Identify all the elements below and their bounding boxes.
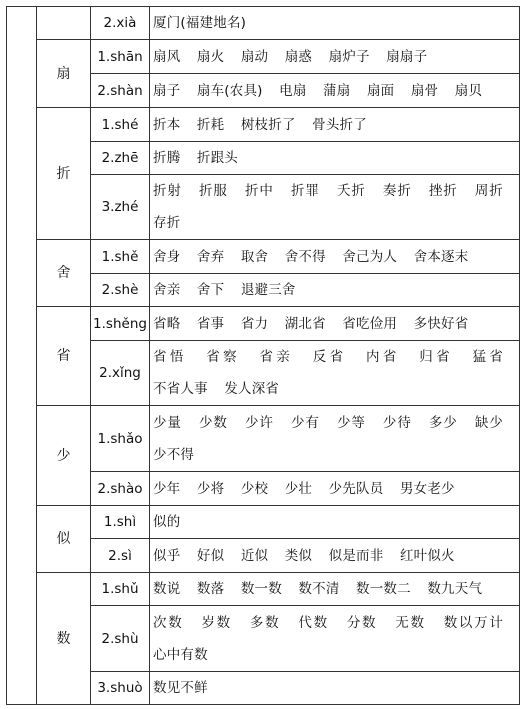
example-word: 类似 [284, 547, 313, 564]
example-word: 数不清 [298, 581, 340, 597]
example-word: 折射 [153, 183, 182, 199]
example-word: 好似 [196, 547, 225, 564]
example-word: 多快好省 [413, 315, 469, 332]
reading-row [7, 307, 520, 341]
character-cell [37, 7, 91, 40]
example-word: 近似 [240, 547, 269, 564]
example-word: 数见不鲜 [153, 680, 208, 696]
example-word: 厦门(福建地名) [153, 15, 247, 31]
example-word: 折腾 [153, 150, 181, 166]
example-word: 内省 [366, 349, 400, 365]
example-word: 退避三舍 [240, 282, 296, 298]
example-word: 骨头折了 [312, 116, 367, 133]
example-word: 折中 [244, 183, 274, 199]
example-words-cell [150, 7, 520, 40]
example-word: 省察 [206, 349, 240, 365]
example-words-cell [150, 406, 520, 472]
example-word: 少量 [153, 414, 182, 431]
example-word: 心中有数 [153, 646, 208, 663]
example-word: 挫折 [428, 183, 458, 199]
example-word: 扇车(农具) [196, 82, 263, 99]
left-margin-column [7, 7, 37, 705]
example-word: 扇风 [153, 48, 181, 65]
example-word: 少有 [290, 414, 320, 431]
example-words-cell [150, 74, 520, 108]
example-words-cell [150, 573, 520, 606]
example-words-cell [150, 274, 520, 307]
example-word: 无数 [395, 614, 426, 631]
example-word: 电扇 [279, 82, 307, 99]
example-words-cell [150, 672, 520, 705]
example-word: 数九天气 [427, 581, 483, 597]
example-word: 分数 [346, 614, 378, 631]
character-cell: 少 [37, 406, 91, 506]
example-word: 省亲 [259, 349, 294, 365]
character-cell: 舍 [37, 240, 91, 307]
example-word: 省悟 [153, 349, 187, 365]
example-word: 缺少 [474, 414, 503, 431]
example-word: 树枝折了 [240, 116, 296, 133]
polyphonic-character-table [6, 6, 520, 705]
character-cell: 数 [37, 573, 91, 705]
pronunciation-cell: 1.shě [91, 240, 150, 274]
example-word: 代数 [298, 614, 329, 631]
example-word: 周折 [474, 183, 503, 199]
example-word: 舍下 [196, 282, 225, 298]
example-words-cell [150, 40, 520, 74]
pronunciation-cell: 1.shǔ [91, 573, 150, 606]
example-word: 男女老少 [399, 480, 455, 497]
character-cell: 折 [37, 108, 91, 240]
character-cell: 扇 [37, 40, 91, 108]
example-word: 扇炉子 [328, 48, 370, 65]
reading-row [7, 7, 520, 40]
example-word: 舍弃 [196, 248, 225, 265]
pronunciation-cell: 1.shěng [91, 307, 150, 341]
example-word: 少将 [196, 480, 225, 497]
example-words-cell [150, 108, 520, 142]
example-word: 扇子 [153, 82, 181, 99]
example-word: 省事 [196, 315, 225, 332]
example-word: 舍己为人 [342, 248, 398, 265]
example-words-cell [150, 539, 520, 573]
example-word: 舍本逐末 [413, 248, 469, 265]
reading-row [7, 506, 520, 539]
example-word: 猛省 [472, 349, 504, 365]
example-word: 扇骨 [410, 82, 439, 99]
example-word: 发人深省 [224, 381, 280, 397]
pronunciation-cell: 2.shào [91, 472, 150, 506]
pronunciation-cell: 2.shù [91, 606, 150, 672]
pronunciation-cell: 2.sì [91, 539, 150, 573]
example-words-cell [150, 506, 520, 539]
pronunciation-cell: 2.xià [91, 7, 150, 40]
example-word: 红叶似火 [399, 547, 455, 564]
example-word: 少校 [240, 480, 269, 497]
example-word: 折本 [153, 116, 181, 133]
example-word: 省略 [153, 315, 181, 332]
example-word: 折服 [198, 183, 228, 199]
example-word: 似的 [153, 514, 181, 530]
example-word: 不省人事 [153, 381, 208, 397]
example-word: 取舍 [240, 248, 269, 265]
example-words-cell [150, 307, 520, 341]
example-words-cell [150, 472, 520, 506]
example-word: 少待 [382, 414, 412, 431]
example-words-cell [150, 606, 520, 672]
example-word: 存折 [153, 215, 181, 231]
pronunciation-cell: 1.shì [91, 506, 150, 539]
example-word: 多少 [428, 414, 458, 431]
reading-row [7, 40, 520, 74]
example-words-cell [150, 142, 520, 175]
example-word: 少许 [244, 414, 274, 431]
example-word: 省吃俭用 [342, 315, 398, 332]
example-word: 反省 [312, 349, 347, 365]
example-word: 夭折 [336, 183, 366, 199]
example-word: 似乎 [153, 547, 181, 564]
pronunciation-cell: 1.shé [91, 108, 150, 142]
pronunciation-cell: 1.shǎo [91, 406, 150, 472]
example-word: 少不得 [153, 446, 195, 463]
example-word: 折跟头 [196, 150, 239, 166]
example-word: 扇动 [240, 48, 269, 65]
example-word: 扇面 [366, 82, 395, 99]
example-word: 数以万计 [443, 614, 504, 631]
example-word: 多数 [249, 614, 281, 631]
example-words-cell [150, 341, 520, 406]
pronunciation-cell: 2.shè [91, 274, 150, 307]
example-word: 舍不得 [284, 248, 326, 265]
pronunciation-cell: 2.shàn [91, 74, 150, 108]
example-word: 舍亲 [153, 282, 181, 298]
example-word: 数说 [153, 581, 181, 597]
example-word: 扇惑 [284, 48, 313, 65]
pronunciation-cell: 1.shān [91, 40, 150, 74]
example-word: 折罪 [290, 183, 320, 199]
example-word: 数一数二 [356, 581, 411, 597]
reading-row [7, 240, 520, 274]
example-word: 舍身 [153, 248, 181, 265]
example-word: 少数 [198, 414, 228, 431]
pronunciation-cell: 3.zhé [91, 175, 150, 240]
example-word: 扇扇子 [386, 48, 428, 65]
example-word: 湖北省 [284, 315, 326, 332]
pronunciation-cell: 3.shuò [91, 672, 150, 705]
pronunciation-cell: 2.xǐng [91, 341, 150, 406]
example-words-cell [150, 175, 520, 240]
example-word: 少壮 [284, 480, 313, 497]
example-word: 岁数 [201, 614, 232, 631]
reading-row [7, 406, 520, 472]
example-word: 似是而非 [328, 547, 384, 564]
example-word: 少年 [153, 480, 181, 497]
example-word: 折耗 [196, 116, 225, 133]
example-word: 扇火 [196, 48, 225, 65]
pronunciation-cell: 2.zhē [91, 142, 150, 175]
example-word: 数一数 [240, 581, 282, 597]
example-word: 次数 [153, 614, 184, 631]
example-word: 归省 [419, 349, 453, 365]
reading-row [7, 573, 520, 606]
example-words-cell [150, 240, 520, 274]
example-word: 少先队员 [328, 480, 384, 497]
character-cell: 省 [37, 307, 91, 406]
example-word: 数落 [196, 581, 225, 597]
example-word: 扇贝 [454, 82, 483, 99]
character-cell: 似 [37, 506, 91, 573]
example-word: 少等 [336, 414, 366, 431]
reading-row [7, 108, 520, 142]
example-word: 奏折 [382, 183, 412, 199]
example-word: 省力 [240, 315, 269, 332]
example-word: 蒲扇 [323, 82, 351, 99]
